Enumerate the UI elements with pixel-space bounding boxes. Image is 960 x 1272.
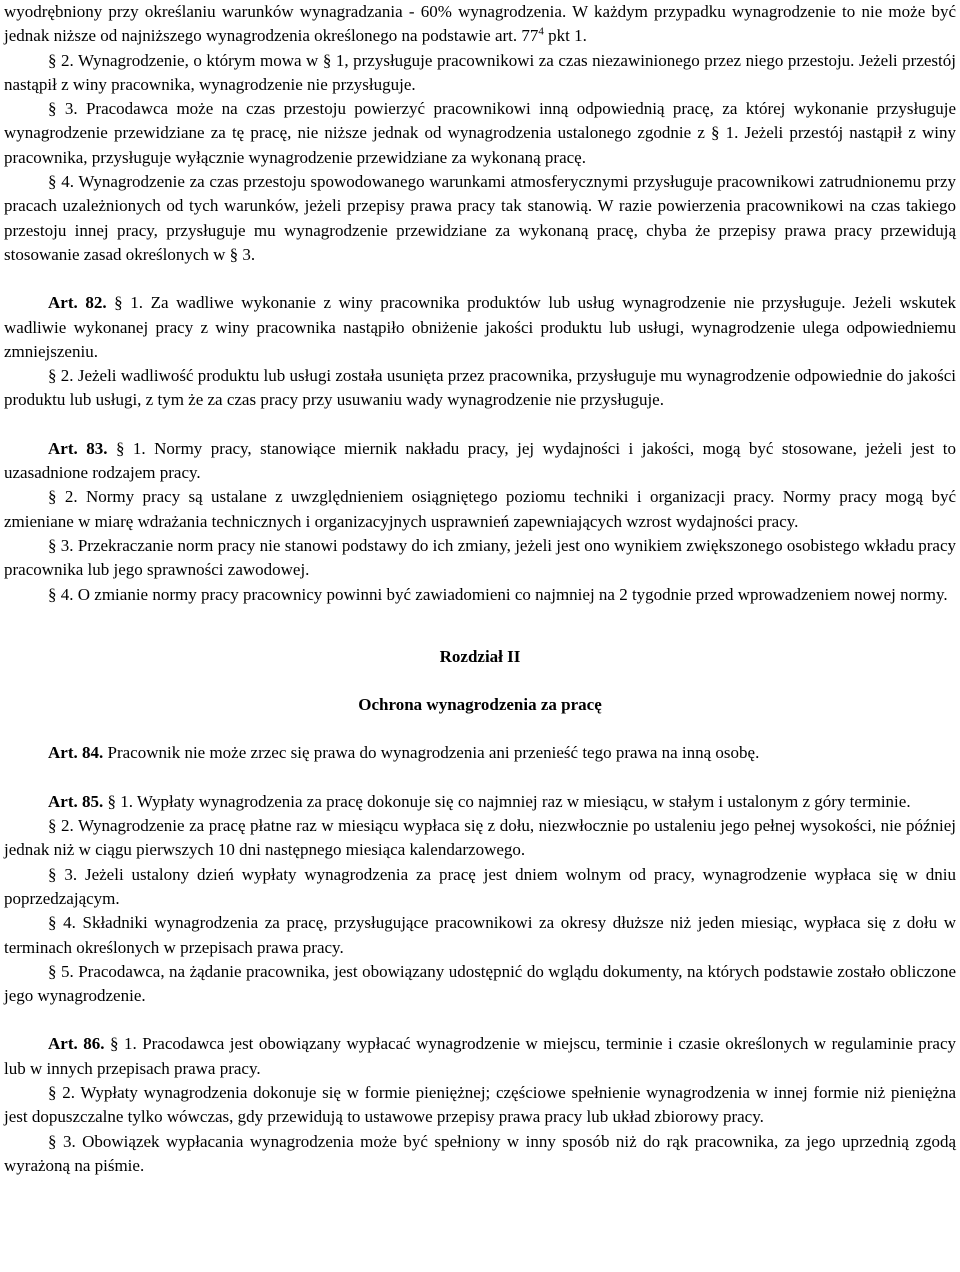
article-label: Art. 83. (48, 438, 108, 458)
article-85-section-1: Art. 85. § 1. Wypłaty wynagrodzenia za pracę dokonuje się co najmniej raz w miesiącu, w stałym i ustalonym z góry terminie. (48, 791, 911, 811)
article-85-section-4: § 4. Składniki wynagrodzenia za pracę, przysługujące pracownikowi za okresy dłuższe niż jeden miesiąc, wypłaca się z dołu w terminach określonych w przepisach prawa pracy. (4, 913, 956, 957)
article-label: Art. 86. (48, 1034, 105, 1054)
article-label: Art. 85. (48, 791, 104, 811)
paragraph-continuation: wyodrębniony przy określaniu warunków wynagradzania - 60% wynagrodzenia. W każdym przypadku wynagrodzenie to nie może być jednak niższe od najniższego wynagrodzenia określonego na podstawie art. $77^4$ pkt 1. (4, 2, 956, 46)
article-label: Art. 84. (48, 743, 104, 763)
article-83-section-2: § 2. Normy pracy są ustalane z uwzględnieniem osiągniętego poziomu techniki i organizacji pracy. Normy pracy mogą być zmieniane w miarę wdrażania technicznych i organizacyjnych usprawnień zapewniających wzrost wydajności pracy. (4, 487, 956, 531)
article-86-section-3: § 3. Obowiązek wypłacania wynagrodzenia może być spełniony w inny sposób niż do rąk pracownika, za jego uprzednią zgodą wyrażoną na piśmie. (4, 1131, 956, 1175)
article-86-section-2: § 2. Wypłaty wynagrodzenia dokonuje się w formie pieniężnej; częściowe spełnienie wynagrodzenia w innej formie niż pieniężna jest dopuszczalne tylko wówczas, gdy przewidują to ustawowe przepisy prawa pracy lub układ zbiorowy pracy. (4, 1082, 956, 1127)
paragraph-section-4: § 4. Wynagrodzenie za czas przestoju spowodowanego warunkami atmosferycznymi przysługuje pracownikowi zatrudnionemu przy pracach uzależnionych od tych warunków, jeżeli przepisy prawa pracy tak stanowią. W razie powierzenia pracownikowi na czas takiego przestoju innej pracy, przysługuje mu wynagrodzenie przewidziane za wykonaną pracę, chyba że przepisy prawa pracy przewidują stosowanie zasad określonych w § 3. (4, 172, 956, 264)
article-84: Art. 84. Pracownik nie może zrzec się prawa do wynagrodzenia ani przenieść tego prawa na inną osobę. (48, 743, 760, 763)
article-85-section-3: § 3. Jeżeli ustalony dzień wypłaty wynagrodzenia za pracę jest dniem wolnym od pracy, wynagrodzenie wypłaca się w dniu poprzedzającym. (4, 864, 956, 908)
article-83-section-1: Art. 83. § 1. Normy pracy, stanowiące miernik nakładu pracy, jej wydajności i jakości, mogą być stosowane, jeżeli jest to uzasadnione rodzajem pracy. (4, 438, 956, 483)
superscript: 4 (538, 25, 544, 38)
paragraph-section-2: § 2. Wynagrodzenie, o którym mowa w § 1, przysługuje pracownikowi za czas niezawinionego przez niego przestoju. Jeżeli przestój nastąpił z winy pracownika, wynagrodzenie nie przysługuje. (4, 50, 956, 94)
article-85-section-5: § 5. Pracodawca, na żądanie pracownika, jest obowiązany udostępnić do wglądu dokumenty, na których podstawie zostało obliczone jego wynagrodzenie. (4, 961, 956, 1006)
chapter-subtitle: Ochrona wynagrodzenia za pracę (358, 695, 602, 715)
chapter-title: Rozdział II (439, 646, 521, 666)
article-83-section-4: § 4. O zmianie normy pracy pracownicy powinni być zawiadomieni co najmniej na 2 tygodnie przed wprowadzeniem nowej normy. (48, 584, 948, 604)
article-83-section-3: § 3. Przekraczanie norm pracy nie stanowi podstawy do ich zmiany, jeżeli jest ono wynikiem zwiększonego osobistego wkładu pracy pracownika lub jego sprawności zawodowej. (4, 535, 956, 580)
article-86-section-1: Art. 86. § 1. Pracodawca jest obowiązany wypłacać wynagrodzenie w miejscu, terminie i czasie określonych w regulaminie pracy lub w innych przepisach prawa pracy. (4, 1034, 957, 1078)
paragraph-section-3: § 3. Pracodawca może na czas przestoju powierzyć pracownikowi inną odpowiednią pracę, za której wykonanie przysługuje wynagrodzenie przewidziane za tę pracę, nie niższe jednak od wynagrodzenia ustalonego zgodnie z § 1. Jeżeli przestój nastąpił z winy pracownika, przysługuje wyłącznie wynagrodzenie przewidziane za wykonaną pracę. (4, 99, 956, 167)
article-label: Art. 82. (48, 293, 107, 313)
article-82-section-2: § 2. Jeżeli wadliwość produktu lub usługi została usunięta przez pracownika, przysługuje mu wynagrodzenie odpowiednie do jakości produktu lub usługi, z tym że za czas pracy przy usuwaniu wady wynagrodzenie nie przysługuje. (4, 366, 956, 410)
article-82-section-1: Art. 82. § 1. Za wadliwe wykonanie z winy pracownika produktów lub usług wynagrodzenie nie przysługuje. Jeżeli wskutek wadliwie wykonanej pracy z winy pracownika nastąpiło obniżenie jakości produktu lub usługi, wynagrodzenie ulega odpowiedniemu zmniejszeniu. (4, 293, 956, 361)
article-85-section-2: § 2. Wynagrodzenie za pracę płatne raz w miesiącu wypłaca się z dołu, niezwłocznie po ustaleniu jego pełnej wysokości, nie później jednak niż w ciągu pierwszych 10 dni następnego miesiąca kalendarzowego. (4, 816, 956, 860)
